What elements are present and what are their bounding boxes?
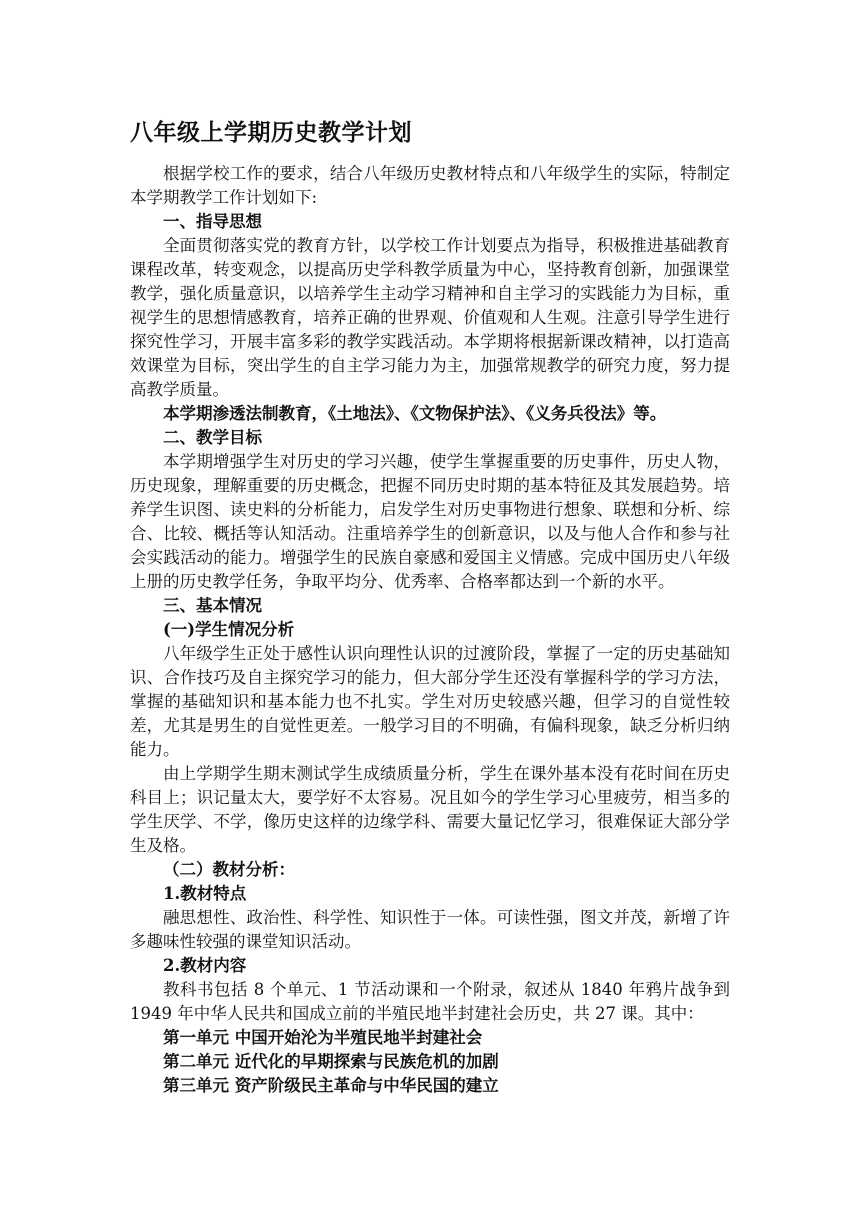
section-heading-guiding-ideology: 一、指导思想 <box>163 212 262 231</box>
section-heading-teaching-goals: 二、教学目标 <box>163 428 262 447</box>
textbook-features-paragraph: 融思想性、政治性、科学性、知识性于一体。可读性强，图文并茂，新增了许多趣味性较强的课堂知识活动。 <box>130 908 730 951</box>
unit-list-item-3: 第三单元 资产阶级民主革命与中华民国的建立 <box>163 1076 499 1095</box>
document-body <box>130 162 730 1098</box>
subheading-textbook-features: 1.教材特点 <box>163 884 247 903</box>
teaching-goals-paragraph: 本学期增强学生对历史的学习兴趣，使学生掌握重要的历史事件，历史人物，历史现象，理解重要的历史概念，把握不同历史时期的基本特征及其发展趋势。培养学生识图、读史料的分析能力，启发学生对历史事物进行想象、联想和分析、综合、比较、概括等认知活动。注重培养学生的创新意识，以及与他人合作和参与社会实践活动的能力。增强学生的民族自豪感和爱国主义情感。完成中国历史八年级上册的历史教学任务，争取平均分、优秀率、合格率都达到一个新的水平。 <box>130 452 730 591</box>
student-analysis-paragraph: 八年级学生正处于感性认识向理性认识的过渡阶段，掌握了一定的历史基础知识、合作技巧及自主探究学习的能力，但大部分学生还没有掌握科学的学习方法，掌握的基础知识和基本能力也不扎实。学生对历史较感兴趣，但学习的自觉性较差，尤其是男生的自觉性更差。一般学习目的不明确，有偏科现象，缺乏分析归纳能力。 <box>130 644 730 759</box>
unit-list-item-2: 第二单元 近代化的早期探索与民族危机的加剧 <box>163 1052 499 1071</box>
legal-education-paragraph: 本学期渗透法制教育，《土地法》、《文物保护法》、《义务兵役法》等。 <box>163 404 667 423</box>
section-heading-basic-situation: 三、基本情况 <box>163 596 262 615</box>
guiding-ideology-paragraph: 全面贯彻落实党的教育方针，以学校工作计划要点为指导，积极推进基础教育课程改革，转变观念，以提高历史学科教学质量为中心，坚持教育创新，加强课堂教学，强化质量意识，以培养学生主动学习精神和自主学习的实践能力为目标，重视学生的思想情感教育，培养正确的世界观、价值观和人生观。注意引导学生进行探究性学习，开展丰富多彩的教学实践活动。本学期将根据新课改精神，以打造高效课堂为目标，突出学生的自主学习能力为主，加强常规教学的研究力度，努力提高教学质量。 <box>130 236 730 399</box>
subheading-textbook-content: 2.教材内容 <box>163 956 247 975</box>
document-title: 八年级上学期历史教学计划 <box>130 120 412 146</box>
intro-paragraph: 根据学校工作的要求，结合八年级历史教材特点和八年级学生的实际，特制定本学期教学工作计划如下: <box>130 164 730 207</box>
subheading-textbook-analysis: （二）教材分析： <box>163 860 295 879</box>
textbook-content-paragraph: 教科书包括 8 个单元、1 节活动课和一个附录，叙述从 1840 年鸦片战争到 1949 年中华人民共和国成立前的半殖民地半封建社会历史，共 27 课。其中： <box>130 980 730 1023</box>
unit-list-item-1: 第一单元 中国开始沦为半殖民地半封建社会 <box>163 1028 483 1047</box>
exam-analysis-paragraph: 由上学期学生期末测试学生成绩质量分析，学生在课外基本没有花时间在历史科目上；识记量太大，要学好不太容易。况且如今的学生学习心里疲劳，相当多的学生厌学、不学，像历史这样的边缘学科、需要大量记忆学习，很难保证大部分学生及格。 <box>130 764 730 855</box>
subheading-student-analysis: (一)学生情况分析 <box>163 620 295 639</box>
